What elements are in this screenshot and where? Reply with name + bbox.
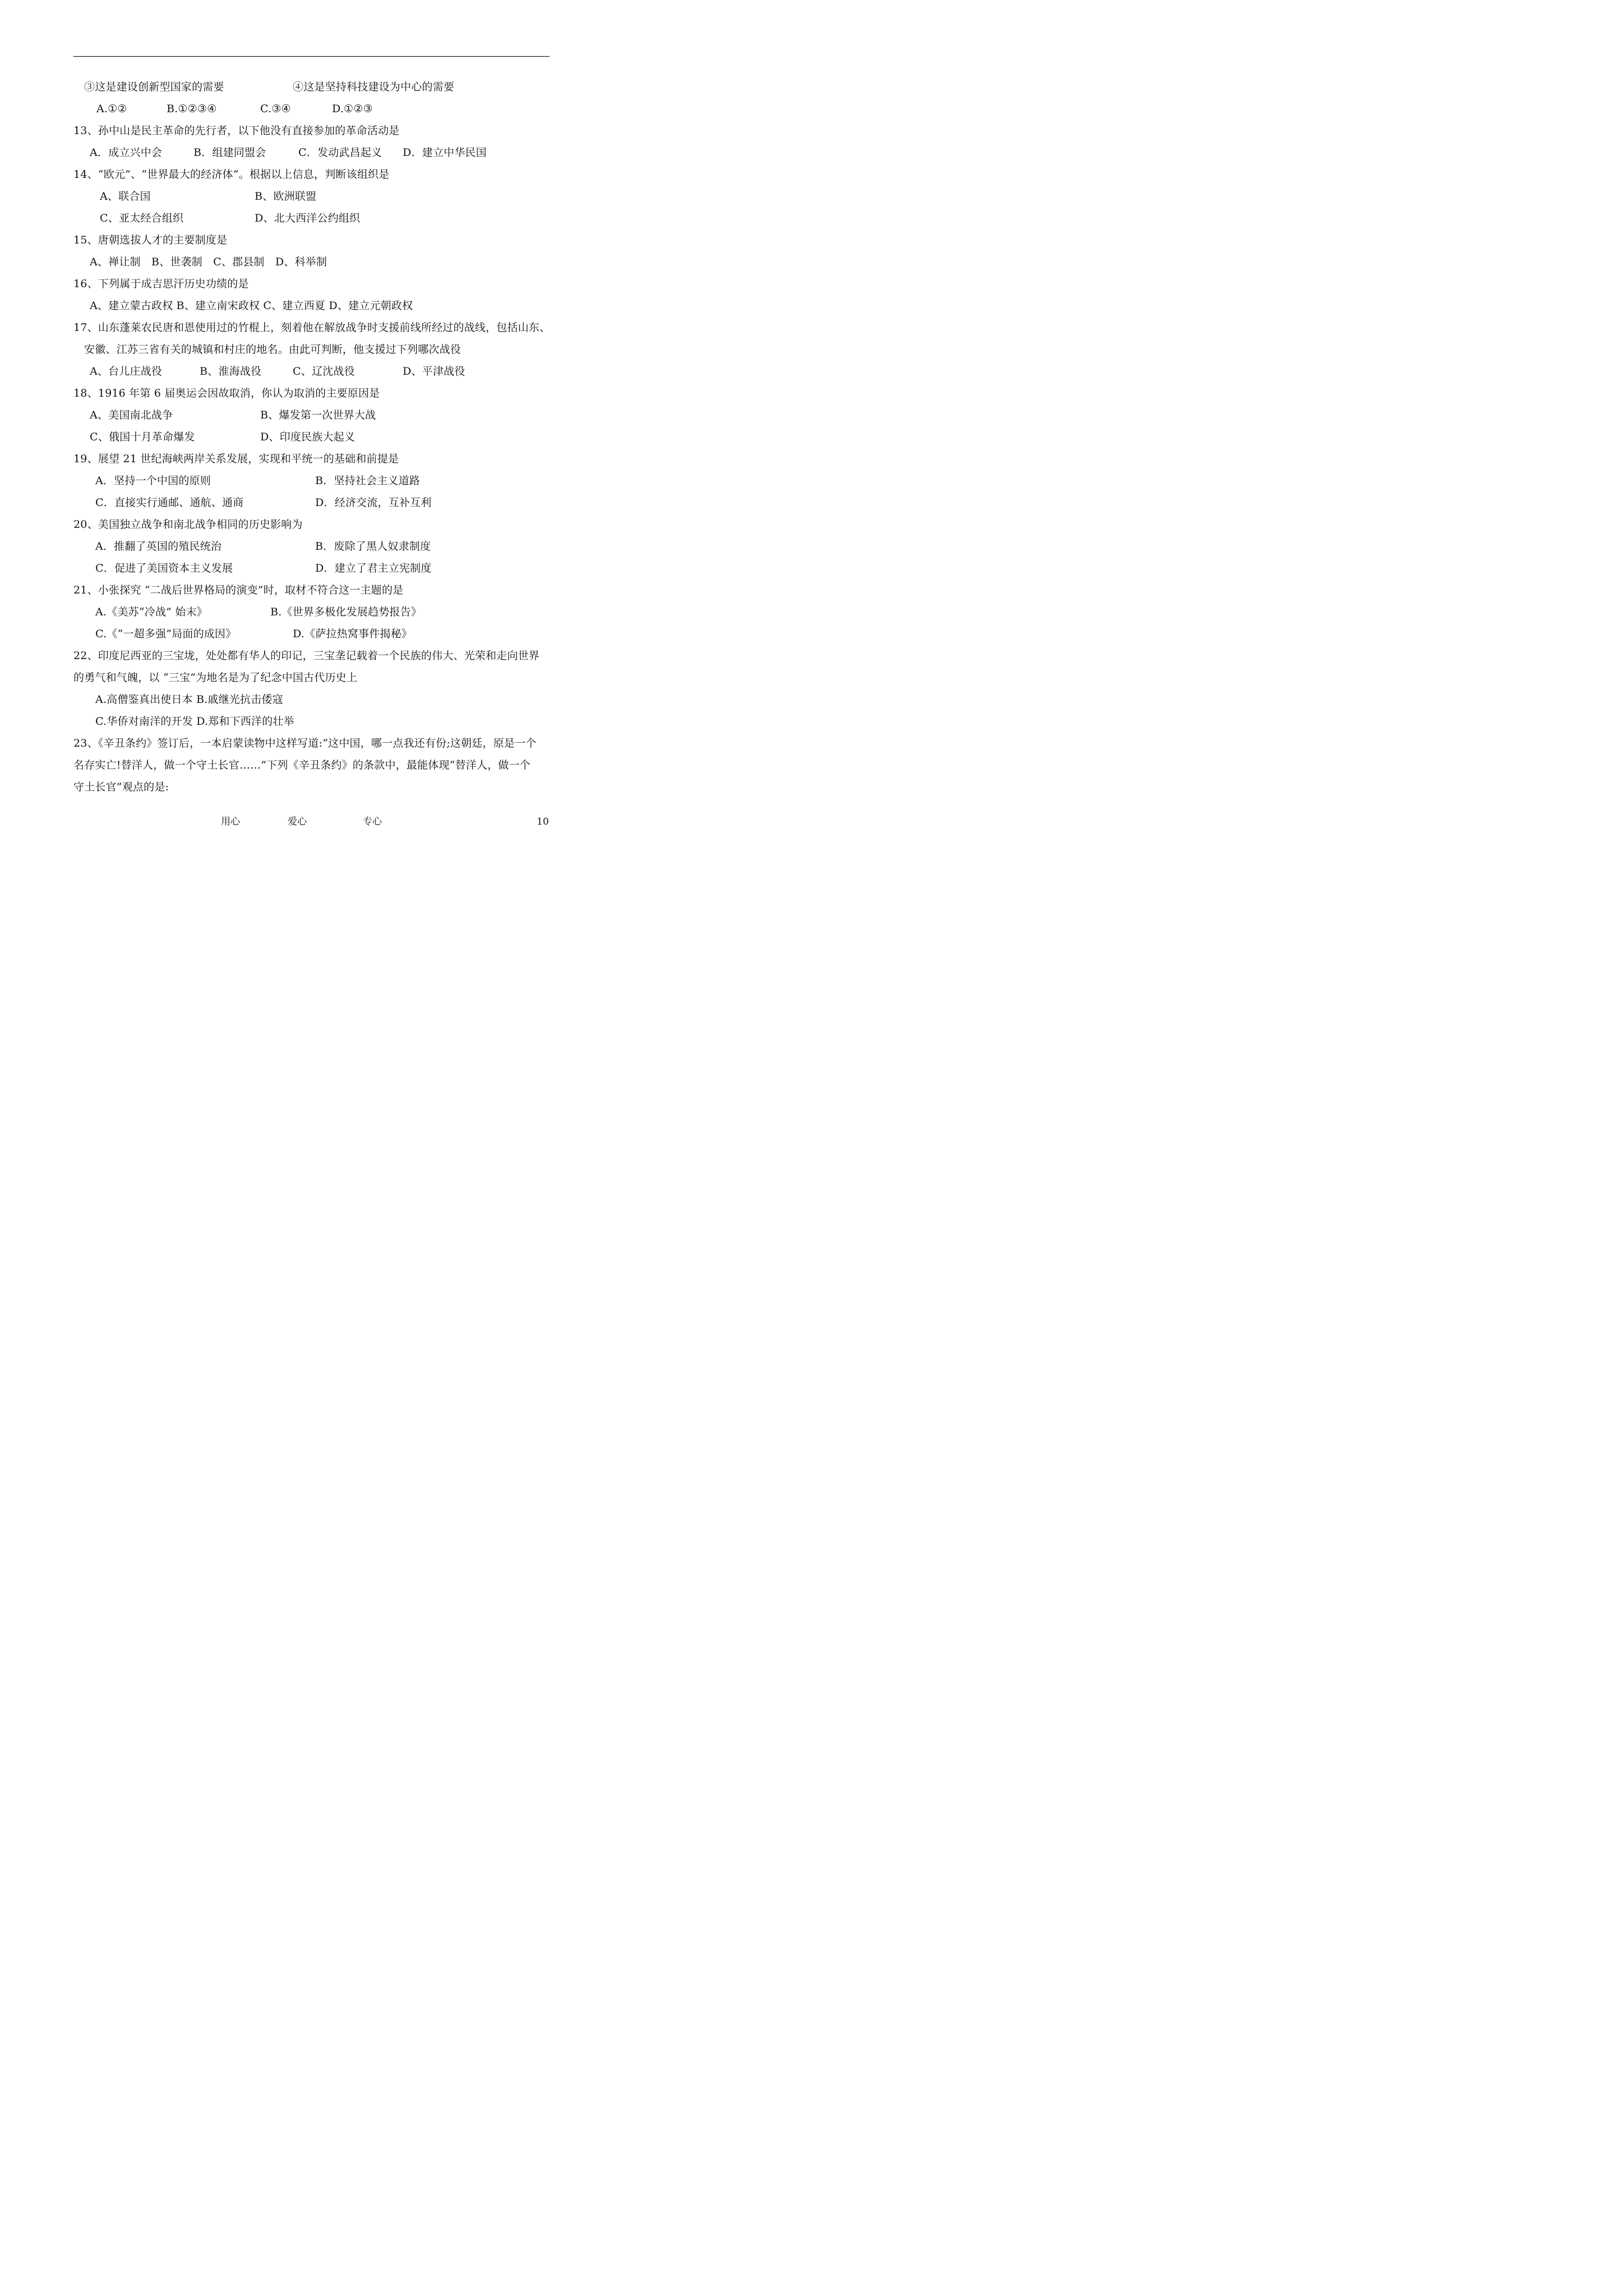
option-item: A.《美苏“冷战” 始末》	[95, 606, 208, 618]
option-item: C．发动武昌起义	[298, 146, 382, 159]
page-content	[0, 0, 617, 873]
option-item: B．组建同盟会	[193, 146, 266, 159]
option-item: B、欧洲联盟	[255, 190, 317, 203]
question-stem: 17、山东蓬莱农民唐和恩使用过的竹棍上，刻着他在解放战争时支援前线所经过的战线，包括山东、	[73, 321, 551, 334]
option-item: D、平津战役	[403, 365, 465, 378]
page-number: 10	[537, 816, 549, 827]
question-stem: 20、美国独立战争和南北战争相同的历史影响为	[73, 518, 303, 531]
option-item: D．经济交流，互补互利	[315, 496, 432, 509]
footer-left: 用心	[221, 816, 240, 827]
option-item: C.③④	[260, 103, 291, 115]
option-item: A．推翻了英国的殖民统治	[95, 540, 222, 553]
option-item: D、印度民族大起义	[260, 431, 356, 443]
option-item: A、台儿庄战役	[90, 365, 163, 378]
footer-middle: 爱心	[288, 816, 307, 827]
option-item: C.华侨对南洋的开发 D.郑和下西洋的壮举	[95, 715, 294, 728]
question-stem: 18、1916 年第 6 届奥运会因故取消，你认为取消的主要原因是	[73, 387, 380, 399]
question-stem: 守土长官”观点的是:	[73, 781, 169, 793]
question-stem: 22、印度尼西亚的三宝垅，处处都有华人的印记，三宝垄记载着一个民族的伟大、光荣和走向世界	[73, 650, 540, 662]
question-stem: 名存实亡!替洋人，做一个守土长官……”下列《辛丑条约》的条款中，最能体现“替洋人，做一个	[73, 759, 531, 771]
option-item: A、禅让制 B、世袭制 C、郡县制 D、科举制	[90, 256, 328, 268]
option-item: A．成立兴中会	[90, 146, 163, 159]
option-item: D、北大西洋公约组织	[255, 212, 361, 224]
question-stem: 的勇气和气魄，以 “三宝”为地名是为了纪念中国古代历史上	[73, 671, 358, 684]
option-item: B．坚持社会主义道路	[315, 475, 420, 487]
option-item: C、俄国十月革命爆发	[90, 431, 195, 443]
option-item: B.①②③④	[167, 103, 217, 115]
option-item: A、联合国	[100, 190, 151, 203]
option-item: B、爆发第一次世界大战	[260, 409, 376, 421]
option-item: C、亚太经合组织	[100, 212, 184, 224]
question-stem: 15、唐朝选拔人才的主要制度是	[73, 234, 228, 246]
option-item: C、辽沈战役	[293, 365, 355, 378]
text-line: ④这是坚持科技建设为中心的需要	[293, 81, 455, 93]
option-item: C．促进了美国资本主义发展	[95, 562, 233, 574]
option-item: B.《世界多极化发展趋势报告》	[270, 606, 422, 618]
question-stem: 23、《辛丑条约》签订后，一本启蒙读物中这样写道:“这中国，哪一点我还有份;这朝廷，原是一个	[73, 737, 537, 749]
option-item: D.《萨拉热窝事件揭秘》	[293, 628, 412, 640]
text-line: ③这是建设创新型国家的需要	[84, 81, 224, 93]
option-item: B、淮海战役	[200, 365, 262, 378]
option-item: B．废除了黑人奴隶制度	[315, 540, 431, 553]
question-stem: 14、“欧元”、“世界最大的经济体”。根据以上信息，判断该组织是	[73, 168, 390, 181]
option-item: A.①②	[96, 103, 127, 115]
option-item: C.《“一超多强”局面的成因》	[95, 628, 237, 640]
option-item: D．建立中华民国	[403, 146, 487, 159]
question-stem: 16、下列属于成吉思汗历史功绩的是	[73, 278, 249, 290]
option-item: A.高僧鉴真出使日本 B.戚继光抗击倭寇	[95, 693, 283, 706]
footer-right: 专心	[363, 816, 382, 827]
question-stem: 21、小张探究 “二战后世界格局的演变”时，取材不符合这一主题的是	[73, 584, 404, 596]
question-stem: 安徽、江苏三省有关的城镇和村庄的地名。由此可判断，他支援过下列哪次战役	[84, 343, 462, 356]
option-item: C．直接实行通邮、通航、通商	[95, 496, 244, 509]
option-item: A、建立蒙古政权 B、建立南宋政权 C、建立西夏 D、建立元朝政权	[90, 300, 413, 312]
question-stem: 19、展望 21 世纪海峡两岸关系发展，实现和平统一的基础和前提是	[73, 453, 399, 465]
option-item: A、美国南北战争	[90, 409, 173, 421]
option-item: A．坚持一个中国的原则	[95, 475, 211, 487]
question-stem: 13、孙中山是民主革命的先行者，以下他没有直接参加的革命活动是	[73, 125, 400, 137]
option-item: D.①②③	[332, 103, 373, 115]
option-item: D．建立了君主立宪制度	[315, 562, 432, 574]
